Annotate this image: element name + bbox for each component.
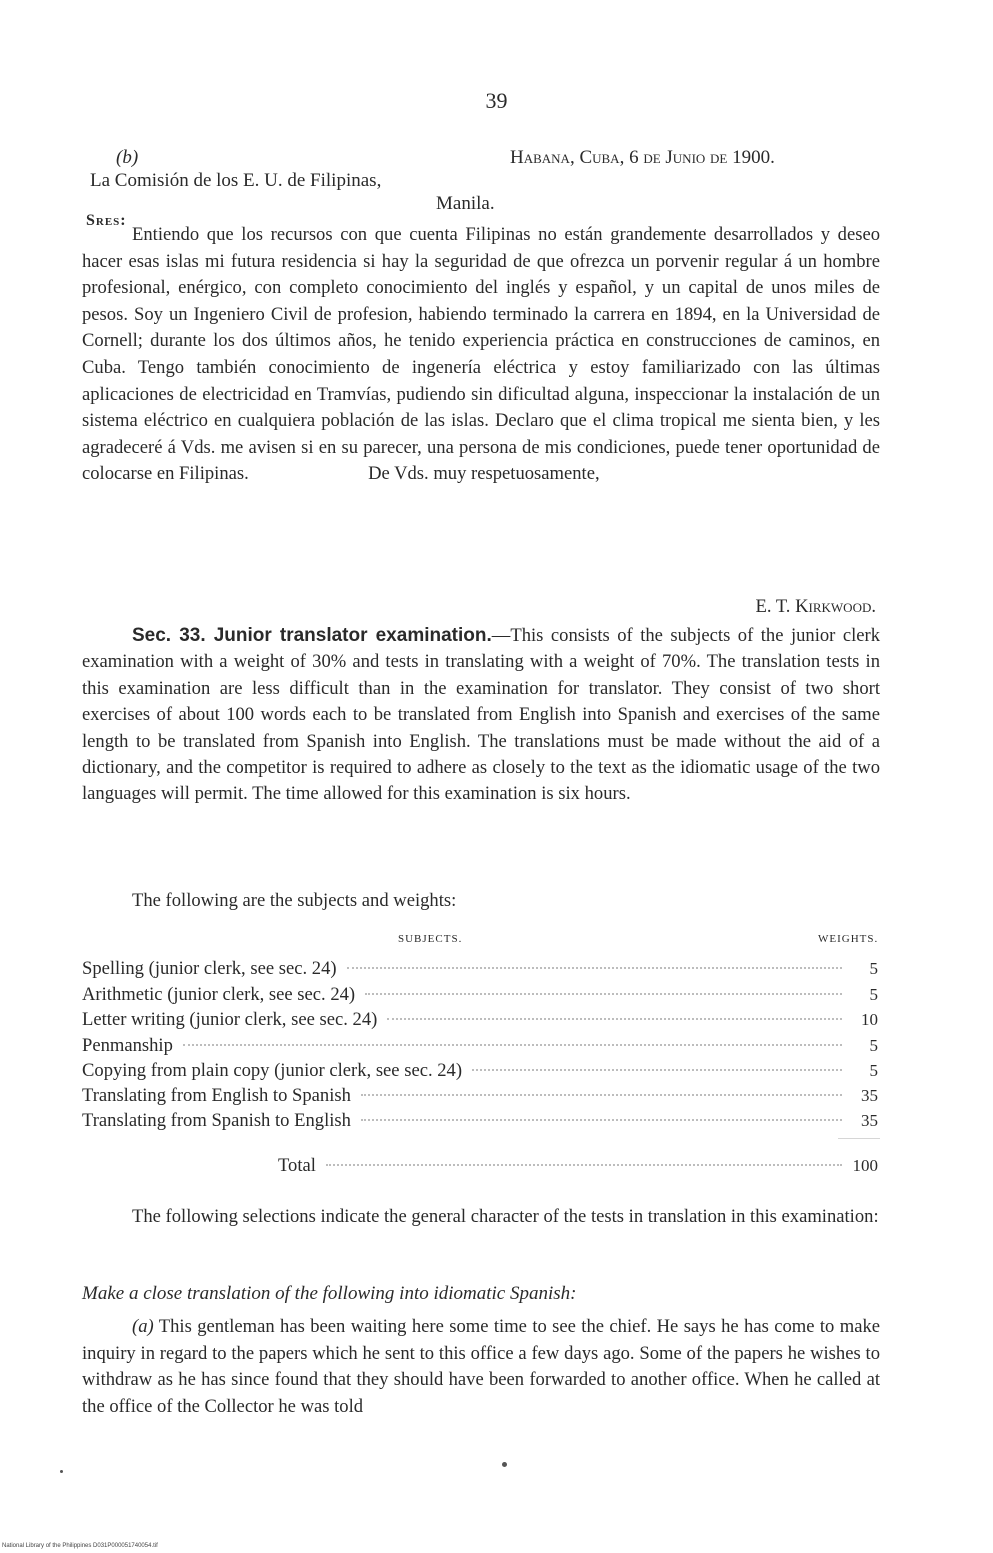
weight-cell: 35 [861, 1111, 878, 1130]
subject-cell: Copying from plain copy (junior clerk, see sec. 24) [82, 1060, 463, 1081]
exercise-label: (a) [132, 1316, 154, 1337]
subject-cell: Letter writing (junior clerk, see sec. 24) [82, 1009, 378, 1030]
table-row [82, 958, 878, 982]
table-row [82, 1085, 878, 1109]
table-row [82, 1035, 878, 1059]
subjects-intro: The following are the subjects and weights: [132, 890, 457, 911]
subjects-column-header: SUBJECTS. [398, 933, 463, 945]
printer-mark [502, 1462, 507, 1467]
translation-instruction: Make a close translation of the following into idiomatic Spanish: [82, 1283, 577, 1304]
subject-cell: Arithmetic (junior clerk, see sec. 24) [82, 984, 356, 1005]
section-33 [82, 623, 880, 808]
selections-intro: The following selections indicate the general character of the tests in translation in this examination: [132, 1206, 879, 1227]
letter-body-text: Entiendo que los recursos con que cuenta Filipinas no están grandemente desarrollados y deseo hacer esas islas mi futura residencia si hay la seguridad de que ofrezca un porvenir regular á un hombre profesional, enérgico, con completo conocimiento del inglés y español, y un capital de unos miles de pesos. Soy un Ingeniero Civil de profesion, habiendo terminado la carrera en 1894, en la Universidad de Cornell; durante los dos últimos años, he tenido experiencia práctica en construcciones de caminos, en Cuba. Tengo también conocimiento de ingenería eléctrica y estoy familiarizado con las últimas aplicaciones de electricidad en Tramvías, pudiendo sin dificultad alguna, inspeccionar la instalación de un sistema eléctrico en cualquiera población de las islas. Declaro que el clima tropical me sienta bien, y les agradeceré á Vds. me avisen si en su parecer, una persona de mis condiciones, puede tener oportunidad de colocarse en Filipinas. [82, 224, 880, 485]
subject-cell: Translating from English to Spanish [82, 1085, 351, 1106]
exercise-text: This gentleman has been waiting here some time to see the chief. He says he has come to make inquiry in regard to the papers which he sent to this office a few days ago. Some of the papers he wishes to withdraw as he has since found that they should have been forwarded to another office. When he called at the office of the Collector he was told [82, 1316, 880, 1417]
weight-cell: 35 [861, 1086, 878, 1105]
letter-closing: De Vds. muy respetuosamente, [368, 463, 600, 485]
table-row [82, 1009, 878, 1033]
weight-cell: 10 [861, 1010, 878, 1029]
table-row [82, 1110, 878, 1134]
letter-place-date: Habana, Cuba, 6 de Junio de 1900. [510, 147, 775, 168]
letter-label: (b) [116, 147, 139, 168]
total-rule [838, 1138, 880, 1139]
section-heading: Sec. 33. Junior translator examination. [132, 625, 492, 646]
weight-cell: 5 [869, 959, 878, 978]
weight-cell: 5 [869, 1061, 878, 1080]
letter-city: Manila. [436, 193, 495, 214]
subject-cell: Spelling (junior clerk, see sec. 24) [82, 958, 337, 979]
letter-salutation: Sres: [86, 212, 127, 229]
exercise-a [82, 1314, 880, 1420]
total-weight: 100 [852, 1156, 878, 1175]
letter-addressee: La Comisión de los E. U. de Filipinas, [90, 170, 382, 191]
section-text: —This consists of the subjects of the junior clerk examination with a weight of 30% and tests in translating with a weight of 70%. The translation tests in this examination are less difficult than in the examination for translator. They consist of two short exercises of about 100 words each to be translated from English into Spanish and exercises of the same length to be translated from Spanish into English. The translations must be made without the aid of a dictionary, and the competitor is required to adhere as closely to the text as the idiomatic usage of the two languages will permit. The time allowed for this examination is six hours. [82, 625, 880, 805]
printer-mark [60, 1470, 63, 1473]
page-number: 39 [485, 88, 508, 113]
subject-cell: Translating from Spanish to English [82, 1110, 351, 1131]
letter-signature: E. T. Kirkwood. [755, 596, 876, 617]
weight-cell: 5 [869, 985, 878, 1004]
table-total-row [278, 1155, 878, 1179]
table-row [82, 1060, 878, 1084]
table-row [82, 984, 878, 1008]
weight-cell: 5 [869, 1036, 878, 1055]
weights-column-header: WEIGHTS. [818, 933, 879, 945]
subject-cell: Penmanship [82, 1035, 173, 1056]
scan-footer: National Library of the Philippines D031P000051740054.tif [2, 1543, 158, 1549]
letter-body [82, 222, 880, 488]
total-label: Total [278, 1155, 316, 1176]
